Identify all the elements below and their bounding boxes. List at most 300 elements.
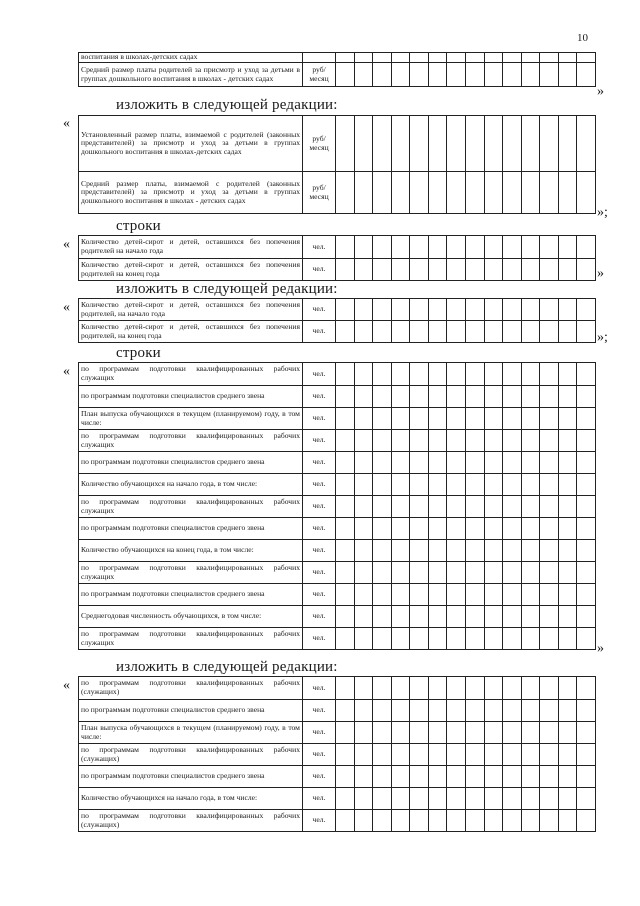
value-cell <box>447 363 466 386</box>
row-unit: чел. <box>303 386 336 408</box>
value-cell <box>354 386 373 408</box>
value-cell <box>540 259 559 281</box>
value-cell <box>373 386 392 408</box>
value-cell <box>336 236 355 259</box>
row-unit: чел. <box>303 744 336 766</box>
value-cell <box>354 236 373 259</box>
value-cell <box>503 430 522 452</box>
value-cell <box>484 677 503 700</box>
value-cell <box>428 53 447 63</box>
value-cell <box>484 172 503 214</box>
value-cell <box>484 700 503 722</box>
value-cell <box>465 386 484 408</box>
value-cell <box>336 259 355 281</box>
value-cell <box>410 236 429 259</box>
table-row <box>79 408 596 430</box>
heading-rows-1: строки <box>116 218 161 234</box>
value-cell <box>391 474 410 496</box>
value-cell <box>373 63 392 87</box>
row-description: по программам подготовки квалифицированных рабочих (служащих) <box>79 810 303 832</box>
value-cell <box>503 628 522 650</box>
value-cell <box>484 474 503 496</box>
value-cell <box>336 540 355 562</box>
value-cell <box>391 430 410 452</box>
value-cell <box>391 562 410 584</box>
table-row <box>79 363 596 386</box>
value-cell <box>410 408 429 430</box>
value-cell <box>521 744 540 766</box>
value-cell <box>428 236 447 259</box>
table-row <box>79 172 596 214</box>
value-cell <box>428 474 447 496</box>
page-number: 10 <box>577 32 588 44</box>
value-cell <box>373 53 392 63</box>
value-cell <box>447 700 466 722</box>
value-cell <box>558 116 577 172</box>
table-block-orphans-new <box>78 298 596 343</box>
value-cell <box>521 788 540 810</box>
value-cell <box>354 700 373 722</box>
value-cell <box>577 722 596 744</box>
value-cell <box>410 363 429 386</box>
value-cell <box>558 788 577 810</box>
value-cell <box>410 700 429 722</box>
value-cell <box>354 810 373 832</box>
value-cell <box>558 518 577 540</box>
value-cell <box>521 562 540 584</box>
value-cell <box>503 116 522 172</box>
row-unit: чел. <box>303 518 336 540</box>
value-cell <box>391 722 410 744</box>
row-description: Количество обучающихся на начало года, в том числе: <box>79 474 303 496</box>
value-cell <box>540 116 559 172</box>
value-cell <box>521 363 540 386</box>
row-description: Количество детей-сирот и детей, оставшихся без попечения родителей на начало года <box>79 236 303 259</box>
table-row <box>79 386 596 408</box>
value-cell <box>373 677 392 700</box>
value-cell <box>503 496 522 518</box>
table-row <box>79 474 596 496</box>
table-row <box>79 259 596 281</box>
value-cell <box>447 677 466 700</box>
value-cell <box>465 63 484 87</box>
value-cell <box>484 116 503 172</box>
value-cell <box>503 236 522 259</box>
heading-edit-1: изложить в следующей редакции: <box>116 97 338 113</box>
value-cell <box>558 299 577 321</box>
value-cell <box>540 766 559 788</box>
value-cell <box>540 700 559 722</box>
value-cell <box>577 386 596 408</box>
value-cell <box>447 236 466 259</box>
value-cell <box>428 116 447 172</box>
value-cell <box>484 606 503 628</box>
value-cell <box>484 744 503 766</box>
value-cell <box>503 172 522 214</box>
table-row <box>79 452 596 474</box>
value-cell <box>484 788 503 810</box>
value-cell <box>465 788 484 810</box>
table-row <box>79 540 596 562</box>
value-cell <box>354 628 373 650</box>
value-cell <box>558 321 577 343</box>
value-cell <box>503 63 522 87</box>
value-cell <box>428 172 447 214</box>
value-cell <box>336 63 355 87</box>
value-cell <box>540 236 559 259</box>
value-cell <box>577 299 596 321</box>
value-cell <box>354 172 373 214</box>
value-cell <box>484 562 503 584</box>
value-cell <box>540 452 559 474</box>
value-cell <box>577 474 596 496</box>
value-cell <box>577 700 596 722</box>
value-cell <box>410 766 429 788</box>
value-cell <box>503 259 522 281</box>
value-cell <box>391 408 410 430</box>
value-cell <box>484 53 503 63</box>
value-cell <box>558 628 577 650</box>
value-cell <box>336 606 355 628</box>
value-cell <box>336 321 355 343</box>
value-cell <box>373 700 392 722</box>
value-cell <box>558 496 577 518</box>
value-cell <box>410 584 429 606</box>
value-cell <box>428 299 447 321</box>
value-cell <box>410 562 429 584</box>
value-cell <box>484 408 503 430</box>
value-cell <box>521 606 540 628</box>
row-description: по программам подготовки специалистов среднего звена <box>79 584 303 606</box>
value-cell <box>521 628 540 650</box>
value-cell <box>354 363 373 386</box>
value-cell <box>447 540 466 562</box>
value-cell <box>521 259 540 281</box>
value-cell <box>336 584 355 606</box>
row-unit: чел. <box>303 299 336 321</box>
value-cell <box>465 496 484 518</box>
value-cell <box>503 363 522 386</box>
row-unit: чел. <box>303 496 336 518</box>
row-unit: чел. <box>303 562 336 584</box>
value-cell <box>410 259 429 281</box>
value-cell <box>577 628 596 650</box>
value-cell <box>558 606 577 628</box>
value-cell <box>447 116 466 172</box>
value-cell <box>447 172 466 214</box>
value-cell <box>521 518 540 540</box>
value-cell <box>521 408 540 430</box>
value-cell <box>577 363 596 386</box>
value-cell <box>354 299 373 321</box>
value-cell <box>465 259 484 281</box>
close-quote: » <box>597 641 604 656</box>
value-cell <box>410 452 429 474</box>
value-cell <box>558 236 577 259</box>
value-cell <box>503 321 522 343</box>
row-description: по программам подготовки квалифицированных рабочих служащих <box>79 496 303 518</box>
row-unit: чел. <box>303 408 336 430</box>
value-cell <box>391 172 410 214</box>
value-cell <box>465 116 484 172</box>
value-cell <box>540 606 559 628</box>
value-cell <box>336 53 355 63</box>
value-cell <box>465 606 484 628</box>
table-row <box>79 430 596 452</box>
row-description: по программам подготовки квалифицированных рабочих (служащих) <box>79 744 303 766</box>
value-cell <box>521 700 540 722</box>
table-row <box>79 518 596 540</box>
value-cell <box>447 63 466 87</box>
value-cell <box>391 452 410 474</box>
value-cell <box>577 259 596 281</box>
value-cell <box>391 116 410 172</box>
row-unit: чел. <box>303 606 336 628</box>
value-cell <box>521 722 540 744</box>
value-cell <box>428 584 447 606</box>
value-cell <box>540 744 559 766</box>
value-cell <box>447 53 466 63</box>
value-cell <box>558 53 577 63</box>
value-cell <box>410 172 429 214</box>
value-cell <box>465 562 484 584</box>
value-cell <box>484 430 503 452</box>
value-cell <box>521 810 540 832</box>
value-cell <box>503 606 522 628</box>
value-cell <box>336 677 355 700</box>
row-description: Количество детей-сирот и детей, оставшихся без попечения родителей на конец года <box>79 259 303 281</box>
value-cell <box>428 744 447 766</box>
value-cell <box>373 722 392 744</box>
table-row <box>79 788 596 810</box>
value-cell <box>484 584 503 606</box>
table-row <box>79 236 596 259</box>
value-cell <box>336 810 355 832</box>
value-cell <box>428 259 447 281</box>
value-cell <box>336 700 355 722</box>
value-cell <box>447 259 466 281</box>
value-cell <box>577 788 596 810</box>
value-cell <box>391 53 410 63</box>
value-cell <box>373 584 392 606</box>
value-cell <box>484 766 503 788</box>
row-description: по программам подготовки специалистов среднего звена <box>79 386 303 408</box>
value-cell <box>428 766 447 788</box>
value-cell <box>465 518 484 540</box>
value-cell <box>354 321 373 343</box>
value-cell <box>465 321 484 343</box>
value-cell <box>447 518 466 540</box>
value-cell <box>503 518 522 540</box>
close-quote-semicolon: »; <box>597 330 608 345</box>
value-cell <box>540 430 559 452</box>
value-cell <box>540 562 559 584</box>
value-cell <box>410 63 429 87</box>
value-cell <box>540 722 559 744</box>
table-row <box>79 496 596 518</box>
value-cell <box>577 430 596 452</box>
value-cell <box>503 386 522 408</box>
value-cell <box>354 408 373 430</box>
row-description: по программам подготовки специалистов среднего звена <box>79 700 303 722</box>
open-quote: « <box>63 364 70 379</box>
value-cell <box>391 236 410 259</box>
value-cell <box>373 363 392 386</box>
row-unit: чел. <box>303 700 336 722</box>
close-quote: » <box>597 84 604 99</box>
value-cell <box>447 496 466 518</box>
value-cell <box>354 788 373 810</box>
value-cell <box>577 53 596 63</box>
value-cell <box>428 518 447 540</box>
value-cell <box>540 677 559 700</box>
value-cell <box>410 386 429 408</box>
row-description: по программам подготовки специалистов среднего звена <box>79 452 303 474</box>
value-cell <box>410 540 429 562</box>
value-cell <box>465 584 484 606</box>
value-cell <box>577 172 596 214</box>
value-cell <box>577 606 596 628</box>
value-cell <box>558 584 577 606</box>
value-cell <box>503 408 522 430</box>
value-cell <box>540 474 559 496</box>
table-row <box>79 766 596 788</box>
value-cell <box>521 677 540 700</box>
value-cell <box>428 408 447 430</box>
value-cell <box>465 408 484 430</box>
value-cell <box>521 236 540 259</box>
value-cell <box>521 430 540 452</box>
row-description: Среднегодовая численность обучающихся, в том числе: <box>79 606 303 628</box>
value-cell <box>577 408 596 430</box>
value-cell <box>521 766 540 788</box>
value-cell <box>447 474 466 496</box>
value-cell <box>391 63 410 87</box>
close-quote-semicolon: »; <box>597 205 608 220</box>
value-cell <box>447 408 466 430</box>
value-cell <box>465 236 484 259</box>
value-cell <box>428 606 447 628</box>
table-row <box>79 584 596 606</box>
value-cell <box>336 172 355 214</box>
row-description: Количество обучающихся на конец года, в том числе: <box>79 540 303 562</box>
table-row <box>79 63 596 87</box>
value-cell <box>410 628 429 650</box>
value-cell <box>373 259 392 281</box>
value-cell <box>540 628 559 650</box>
value-cell <box>447 766 466 788</box>
value-cell <box>354 116 373 172</box>
value-cell <box>577 562 596 584</box>
value-cell <box>540 299 559 321</box>
value-cell <box>558 259 577 281</box>
value-cell <box>336 788 355 810</box>
value-cell <box>465 540 484 562</box>
value-cell <box>410 744 429 766</box>
value-cell <box>410 496 429 518</box>
value-cell <box>484 321 503 343</box>
value-cell <box>558 540 577 562</box>
row-description: Средний размер платы, взимаемой с родителей (законных представителей) за присмотр и уход за детьми в группах дошкольного воспитания в школах - детских садах <box>79 172 303 214</box>
value-cell <box>410 722 429 744</box>
value-cell <box>503 474 522 496</box>
value-cell <box>373 540 392 562</box>
heading-edit-3: изложить в следующей редакции: <box>116 659 338 675</box>
value-cell <box>354 474 373 496</box>
value-cell <box>354 722 373 744</box>
value-cell <box>577 518 596 540</box>
row-description: по программам подготовки квалифицированных рабочих служащих <box>79 628 303 650</box>
value-cell <box>484 386 503 408</box>
value-cell <box>391 700 410 722</box>
value-cell <box>373 299 392 321</box>
open-quote: « <box>63 116 70 131</box>
heading-rows-2: строки <box>116 345 161 361</box>
row-unit: чел. <box>303 677 336 700</box>
value-cell <box>373 496 392 518</box>
row-description: по программам подготовки специалистов среднего звена <box>79 518 303 540</box>
value-cell <box>484 299 503 321</box>
value-cell <box>484 496 503 518</box>
value-cell <box>465 766 484 788</box>
value-cell <box>521 474 540 496</box>
value-cell <box>577 584 596 606</box>
value-cell <box>521 386 540 408</box>
value-cell <box>336 116 355 172</box>
value-cell <box>558 562 577 584</box>
value-cell <box>410 321 429 343</box>
value-cell <box>540 53 559 63</box>
value-cell <box>521 116 540 172</box>
value-cell <box>503 540 522 562</box>
value-cell <box>521 63 540 87</box>
value-cell <box>558 677 577 700</box>
table-block-orphans-old <box>78 235 596 281</box>
row-unit: чел. <box>303 474 336 496</box>
row-unit: чел. <box>303 788 336 810</box>
row-unit: чел. <box>303 810 336 832</box>
value-cell <box>558 386 577 408</box>
value-cell <box>577 452 596 474</box>
value-cell <box>410 53 429 63</box>
value-cell <box>577 677 596 700</box>
value-cell <box>391 496 410 518</box>
row-description: по программам подготовки квалифицированных рабочих служащих <box>79 562 303 584</box>
value-cell <box>558 408 577 430</box>
open-quote: « <box>63 300 70 315</box>
value-cell <box>354 540 373 562</box>
value-cell <box>391 677 410 700</box>
value-cell <box>465 474 484 496</box>
value-cell <box>465 430 484 452</box>
row-description: План выпуска обучающихся в текущем (планируемом) году, в том числе: <box>79 722 303 744</box>
value-cell <box>503 299 522 321</box>
value-cell <box>465 628 484 650</box>
value-cell <box>373 606 392 628</box>
value-cell <box>484 259 503 281</box>
row-unit: руб/ месяц <box>303 172 336 214</box>
table-row <box>79 299 596 321</box>
value-cell <box>336 299 355 321</box>
value-cell <box>503 788 522 810</box>
value-cell <box>428 788 447 810</box>
value-cell <box>428 452 447 474</box>
value-cell <box>373 788 392 810</box>
row-unit: руб/ месяц <box>303 116 336 172</box>
value-cell <box>558 766 577 788</box>
value-cell <box>465 677 484 700</box>
row-description: Средний размер платы родителей за присмотр и уход за детьми в группах дошкольного воспитания в школах - детских садах <box>79 63 303 87</box>
